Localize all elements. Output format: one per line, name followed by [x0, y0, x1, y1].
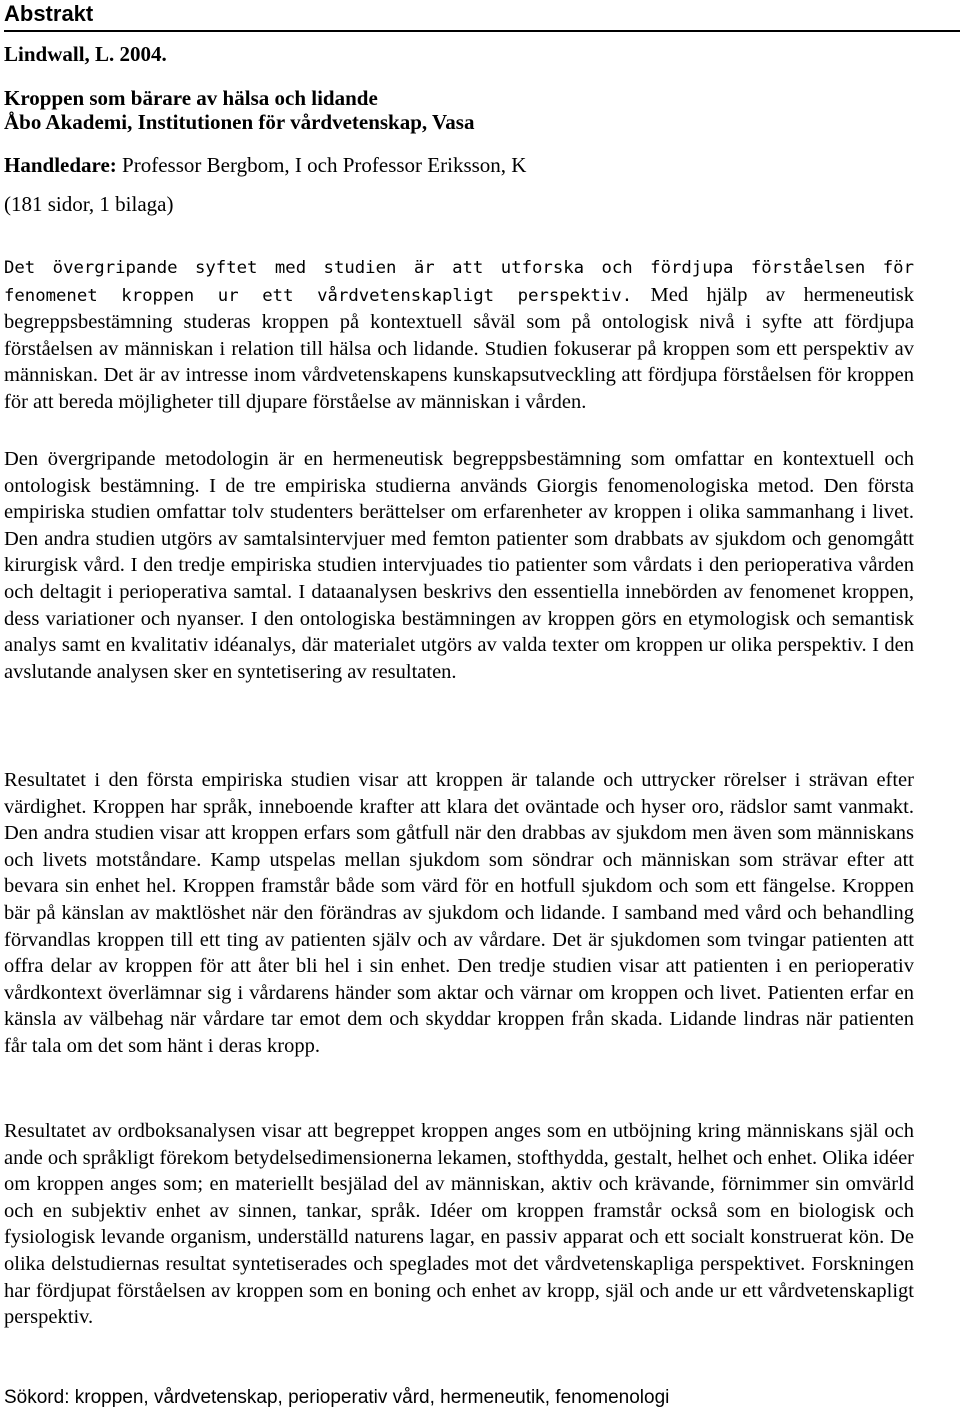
page-count: (181 sidor, 1 bilaga) [4, 192, 174, 216]
abstract-heading: Abstrakt [4, 0, 960, 32]
purpose-lead-text: Det övergripande syftet med studien är att utforska och fördjupa förståelsen för fenomenet kroppen ur ett vårdvetenskapligt perspektiv. [4, 258, 914, 306]
abstract-paragraph-purpose [4, 254, 914, 416]
supervisors-label: Handledare: [4, 153, 117, 177]
author-line: Lindwall, L. 2004. [4, 42, 167, 66]
institution-line: Åbo Akademi, Institutionen för vårdvetenskap, Vasa [4, 110, 475, 134]
abstract-paragraph-results: Resultatet i den första empiriska studien visar att kroppen är talande och uttrycker rörelser i strävan efter värdighet. Kroppen har språk, inneboende krafter att klara det oväntade och hyser oro, rädslor samt vanmakt. Den andra studien visar att kroppen erfars som gåtfull när den drabbas av sjukdom men även som människans och livets motståndare. Kamp utspelas mellan sjukdom som söndrar och människan som strävar efter att bevara sin enhet hel. Kroppen framstår både som värd för en hotfull sjukdom och som ett fängelse. Kroppen bär på känslan av maktlöshet när den förändras av sjukdom och lidande. I samband med vård och behandling förvandlas kroppen till ett ting av patienten själv och av vårdare. Det är sjukdomen som tvingar patienten att offra delar av kroppen för att åter bli hel i sin enhet. Den tredje studien visar att patienten i en perioperativ vårdkontext överlämnar sig i vårdarens händer som aktar och värnar om kroppen och livet. Patienten erfar en känsla av välbehag när vårdare tar emot dem och skyddar kroppen från skada. Lidande lindras när patienten får tala om det som hänt i deras kropp. [4, 769, 914, 1057]
purpose-rest-text: Med hjälp av hermeneutisk begreppsbestämning studeras kroppen på kontextuell såväl som på ontologisk nivå i syfte att fördjupa förståelsen av människan i relation till hälsa och lidande. Studien fokuserar på kroppen som ett perspektiv av människan. Det är av intresse inom vårdvetenskapens kunskapsutveckling att fördjupa förståelsen för kroppen för att bereda möjligheter till djupare förståelse av människan i vården. [4, 283, 915, 413]
thesis-title: Kroppen som bärare av hälsa och lidande [4, 86, 378, 110]
keywords-line: Sökord: kroppen, vårdvetenskap, perioperativ vård, hermeneutik, fenomenologi [4, 1387, 670, 1408]
abstract-paragraph-method: Den övergripande metodologin är en hermeneutisk begreppsbestämning som omfattar en kontextuell och ontologisk bestämning. I de tre empiriska studierna används Giorgis fenomenologiska metod. Den första empiriska studien omfattar tolv studenters berättelser om erfarenheter av kroppen i olika sammanhang i livet. Den andra studien utgörs av samtalsintervjuer med femton patienter som drabbats av sjukdom och genomgått kirurgisk vård. I den tredje empiriska studien intervjuades tio patienter som vårdats i den perioperativa vården och deltagit i perioperativa samtal. I dataanalysen beskrivs den essentiella innebörden av fenomenet kroppen, dess variationer och nyanser. I den ontologiska bestämningen av kroppen görs en etymologisk och semantisk analys samt en kvalitativ idéanalys, där materialet utgörs av valda texter om kroppen ur olika perspektiv. I den avslutande analysen sker en syntetisering av resultaten. [4, 448, 914, 683]
abstract-paragraph-dictionary-analysis: Resultatet av ordboksanalysen visar att begreppet kroppen anges som en utböjning kring människans själ och ande och språkligt förekom betydelsedimensionerna lekamen, stofthydda, gestalt, helhet och enhet. Olika idéer om kroppen anges som; en materiellt besjälad del av människan, aktiv och krävande, förnimmer sin omvärld och en subjektiv enhet av sinnen, tankar, språk. Idéer om kroppen framstår också som en biologisk och fysiologisk levande organism, underställd naturens lagar, en passiv apparat och ett socialt konstruerat kön. De olika delstudiernas resultat syntetiserades och speglades mot det vårdvetenskapliga perspektivet. Forskningen har fördjupat förståelsen av kroppen som en boning och enhet av kropp, själ och ande ur ett vårdvetenskapligt perspektiv. [4, 1120, 914, 1329]
supervisors-value: Professor Bergbom, I och Professor Eriksson, K [116, 153, 527, 177]
supervisors-line [4, 153, 526, 177]
